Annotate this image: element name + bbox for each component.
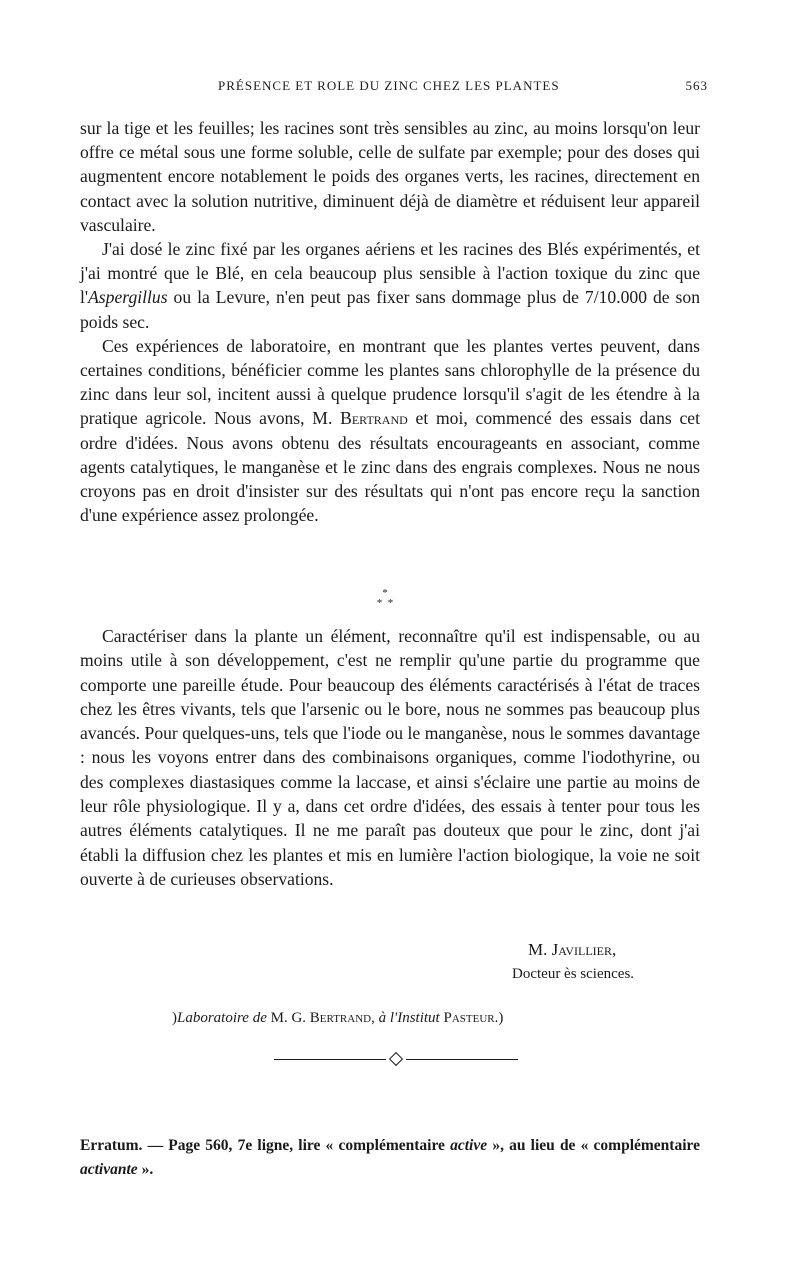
erratum-note [80,1134,700,1182]
text-run: ) [172,1010,177,1026]
star: * [376,597,383,609]
main-text [80,116,700,527]
asterism [370,588,400,608]
laboratory-note [172,1010,503,1027]
signature [528,940,616,960]
running-title: PRÉSENCE ET ROLE DU ZINC CHEZ LES PLANTES [218,78,560,93]
section-ornament [274,1053,518,1067]
text-run: J'ai dosé le zinc fixé par les organes aériens et les racines des Blés expérimentés, et j'ai montré que le Blé, en cela beaucoup plus sensible à l'action toxique du zinc que l' [80,239,700,308]
text-run: Pasteur [443,1010,495,1026]
author-name: Bertrand [340,408,408,429]
paragraph-experiments [80,334,700,528]
text-run: activante [80,1161,138,1178]
paragraph-conclusion: Caractériser dans la plante un élément, reconnaître qu'il est indispensable, ou au moins utile à son développement, c'est ne remplir qu'une partie du programme que comporte une pareille étude. Pour beaucoup des éléments caractérisés à l'état de traces chez les êtres vivants, tels que l'arsenic ou le bore, nous ne sommes pas beaucoup plus avancés. Pour quelques-uns, tels que l'iode ou le manganèse, nous le sommes davantage : nous les voyons entrer dans des combinaisons organiques, comme l'iodothyrine, ou des complexes diastasiques comme la laccase, et ainsi s'éclaire une partie au moins de leur rôle physiologique. Il y a, dans cet ordre d'idées, des essais à tenter pour tous les autres éléments catalytiques. Il ne me paraît pas douteux que pour le zinc, dont j'ai établi la diffusion chez les plantes et mis en lumière l'action biologique, la voie ne soit ouverte à de curieuses observations. [80,626,700,889]
text-run: Bertrand [309,1010,372,1026]
star: * [387,597,394,609]
text-run: à l'Institut [378,1010,440,1026]
author-title: Docteur ès sciences. [512,966,635,982]
paragraph-zinc-dosage [80,237,700,334]
text-run: , [371,1010,379,1026]
star: * [382,587,388,599]
text-run: et moi, commencé des essais dans cet ordre d'idées. Nous avons obtenu des résultats encourageants en associant, comme agents catalytiques, le manganèse et le zinc dans des engrais complexes. Nous ne nous croyons pas en droit d'insister sur des résultats qui n'ont pas encore reçu la sanction d'une expérience assez prolongée. [80,408,700,526]
paragraph-continuation: sur la tige et les feuilles; les racines sont très sensibles au zinc, au moins lorsqu'on leur offre ce métal sous une forme soluble, celle de sulfate par exemple; pour des doses qui augmentent encore notablement le poids des organes verts, les racines, directement en contact avec la solution nutritive, diminuent déjà de diamètre et réduisent leur appareil vasculaire. [80,118,700,235]
text-run: », au lieu de « complémentaire [487,1137,700,1154]
text-run: M. G. [266,1010,310,1026]
ornament-line-left [274,1059,386,1060]
star-pair [370,598,400,608]
conclusion-text [80,624,700,891]
text-run: ou la Levure, n'en peut pas fixer sans dommage plus de 7/10.000 de son poids sec. [80,287,700,332]
diamond-icon [389,1052,403,1066]
signature-prefix: M. [528,940,552,959]
page-number: 563 [685,78,708,93]
text-run: ». [137,1161,154,1178]
signature-name: Javillier, [551,940,617,959]
text-run: Erratum. — Page 560, 7e ligne, lire « complémentaire [80,1137,451,1154]
text-run: active [450,1137,488,1154]
text-run: Ces expériences de laboratoire, en montrant que les plantes vertes peuvent, dans certaines conditions, bénéficier comme les plantes sans chlorophylle de la présence du zinc dans leur sol, incitent aussi à quelque prudence lorsqu'il s'agit de les étendre à la pratique agricole. Nous avons, M. [80,335,700,429]
running-header [80,78,708,100]
italic-term: Aspergillus [88,287,168,308]
text-run: .) [494,1010,504,1026]
text-run: Laboratoire de [177,1010,267,1026]
ornament-line-right [406,1059,518,1060]
